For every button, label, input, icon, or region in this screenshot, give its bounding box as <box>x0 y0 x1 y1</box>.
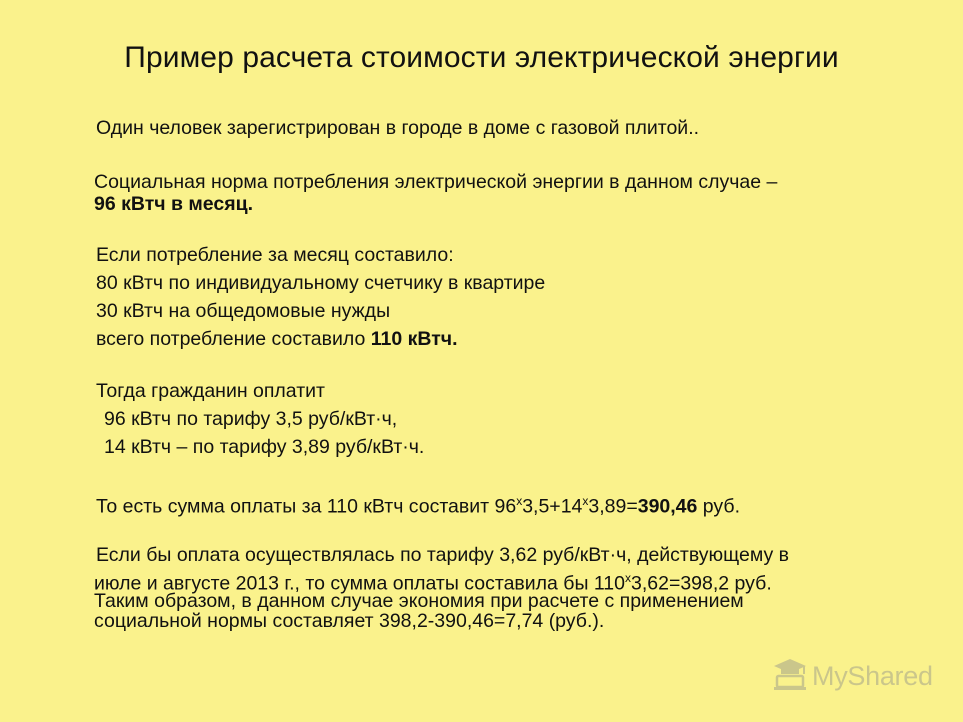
multiply-sign: х <box>625 571 631 585</box>
savings-line1: Таким образом, в данном случае экономия при расчете с применением <box>94 590 744 612</box>
paragraph-registration: Один человек зарегистрирован в городе в доме с газовой плитой.. <box>96 117 700 139</box>
slide-title: Пример расчета стоимости электрической энергии <box>124 41 839 74</box>
mortarboard-laptop-icon <box>772 657 808 696</box>
paragraph-social-norm-line2 <box>94 192 253 216</box>
watermark-text: MyShared <box>812 661 933 691</box>
multiply-sign: х <box>516 494 523 508</box>
payment-sum-total: 390,46 <box>637 495 698 518</box>
alternative-line1: Если бы оплата осуществлялась по тарифу 3,62 руб/кВт·ч, действующему в <box>96 544 789 566</box>
social-norm-value: 96 кВтч в месяц. <box>94 193 254 215</box>
myshared-watermark <box>772 657 933 696</box>
payment-intro: Тогда гражданин оплатит <box>96 380 325 402</box>
consumption-intro: Если потребление за месяц составило: <box>96 244 454 266</box>
consumption-meter: 80 кВтч по индивидуальному счетчику в квартире <box>96 272 546 294</box>
alternative-line2-suffix: 3,62=398,2 руб. <box>631 572 772 595</box>
payment-tariff-1: 96 кВтч по тарифу 3,5 руб/кВт·ч, <box>104 408 398 430</box>
alternative-line2-prefix: июле и августе 2013 г., то сумма оплаты составила бы 110 <box>94 572 625 595</box>
payment-sum-mid2: 3,89= <box>588 495 638 518</box>
consumption-common: 30 кВтч на общедомовые нужды <box>96 300 391 322</box>
payment-tariff-2: 14 кВтч – по тарифу 3,89 руб/кВт·ч. <box>104 436 425 458</box>
consumption-total <box>96 327 458 351</box>
multiply-sign: х <box>582 494 589 508</box>
payment-sum <box>96 489 740 519</box>
payment-sum-mid1: 3,5+14 <box>522 495 583 518</box>
consumption-total-label: всего потребление составило <box>96 328 371 350</box>
payment-sum-suffix: руб. <box>697 495 740 518</box>
consumption-total-value: 110 кВтч. <box>370 328 458 350</box>
paragraph-social-norm-line1: Социальная норма потребления электрической энергии в данном случае – <box>94 171 778 193</box>
savings-line2: социальной нормы составляет 398,2-390,46=7,74 (руб.). <box>94 610 605 632</box>
payment-sum-prefix: То есть сумма оплаты за 110 кВтч составит 96 <box>96 495 517 518</box>
